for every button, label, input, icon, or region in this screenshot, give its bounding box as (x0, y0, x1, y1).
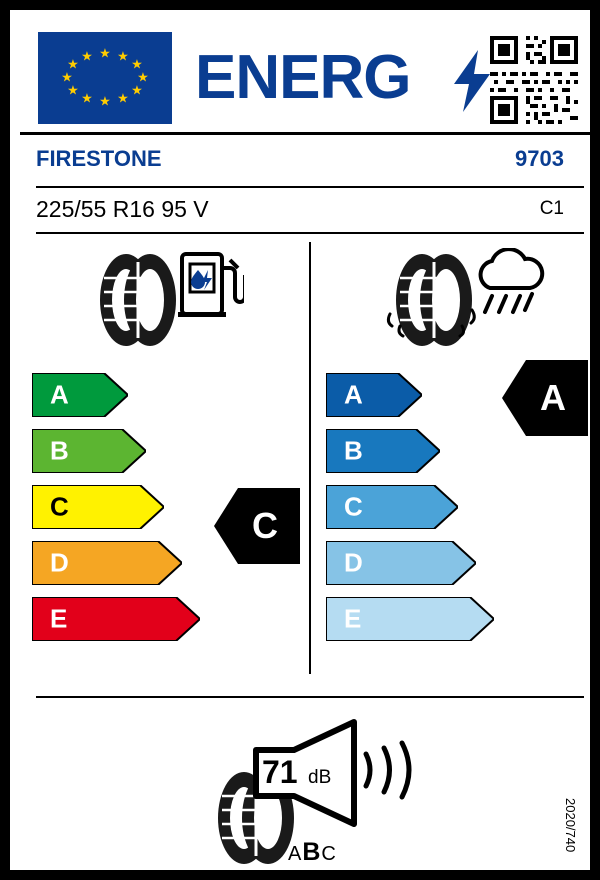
brand-name: FIRESTONE (36, 146, 162, 171)
svg-text:★: ★ (81, 90, 93, 106)
svg-text:★: ★ (131, 56, 143, 72)
svg-text:★: ★ (67, 82, 79, 98)
wet-grade-d-label: D (344, 547, 363, 578)
noise-class-selected: B (302, 838, 322, 866)
noise-unit: dB (308, 767, 332, 788)
fuel-grade-e-label: E (50, 603, 68, 634)
tyre-icon (88, 248, 188, 352)
sound-waves-icon (358, 738, 430, 802)
fuel-grade-b (32, 429, 146, 473)
svg-text:★: ★ (99, 45, 111, 61)
noise-class-scale (288, 838, 337, 867)
fuel-grade-e (32, 597, 200, 641)
wet-grade-c (326, 485, 458, 529)
column-divider (309, 242, 311, 674)
rain-cloud-icon (472, 248, 548, 320)
lightning-bolt-icon (452, 50, 492, 112)
fuel-rating-badge (214, 488, 300, 564)
wet-grade-c-label: C (344, 491, 363, 522)
fuel-rating-value: C (252, 505, 278, 546)
wet-grade-e (326, 597, 494, 641)
product-code: 9703 (515, 146, 564, 171)
eu-flag-stars (38, 32, 172, 124)
svg-text:★: ★ (117, 48, 129, 64)
fuel-grade-c-label: C (50, 491, 69, 522)
qr-code-icon (490, 36, 578, 124)
tyre-splash-icon (384, 248, 484, 358)
page-title: ENERG (195, 43, 411, 112)
fuel-grade-a-label: A (50, 379, 69, 410)
svg-text:★: ★ (99, 93, 111, 109)
noise-value: 71 (262, 754, 298, 790)
noise-class-c: C (321, 843, 337, 865)
label-header (20, 20, 600, 128)
noise-class-a: A (288, 843, 303, 865)
svg-text:★: ★ (61, 69, 73, 85)
svg-text:★: ★ (131, 82, 143, 98)
fuel-pump-icon (178, 246, 244, 318)
fuel-grade-d (32, 541, 182, 585)
svg-text:★: ★ (137, 69, 149, 85)
noise-divider (36, 696, 584, 698)
fuel-grade-d-label: D (50, 547, 69, 578)
header-divider (20, 132, 600, 135)
noise-section (10, 710, 600, 870)
fuel-grade-b-label: B (50, 435, 69, 466)
wet-grade-e-label: E (344, 603, 362, 634)
wet-grade-d (326, 541, 476, 585)
fuel-grade-c (32, 485, 164, 529)
wet-grade-b (326, 429, 440, 473)
wet-grade-b-label: B (344, 435, 363, 466)
eu-flag-icon (38, 32, 172, 124)
wet-rating-badge (502, 360, 588, 436)
brand-divider (36, 186, 584, 188)
tyre-class: C1 (539, 198, 564, 219)
regulation-reference: 2020/740 (563, 797, 578, 852)
svg-text:★: ★ (117, 90, 129, 106)
svg-text:★: ★ (67, 56, 79, 72)
svg-text:★: ★ (81, 48, 93, 64)
fuel-grade-a (32, 373, 128, 417)
size-divider (36, 232, 584, 234)
tyre-size: 225/55 R16 95 V (36, 196, 209, 222)
wet-grade-a-label: A (344, 379, 363, 410)
wet-rating-value: A (540, 377, 566, 418)
wet-grade-a (326, 373, 422, 417)
